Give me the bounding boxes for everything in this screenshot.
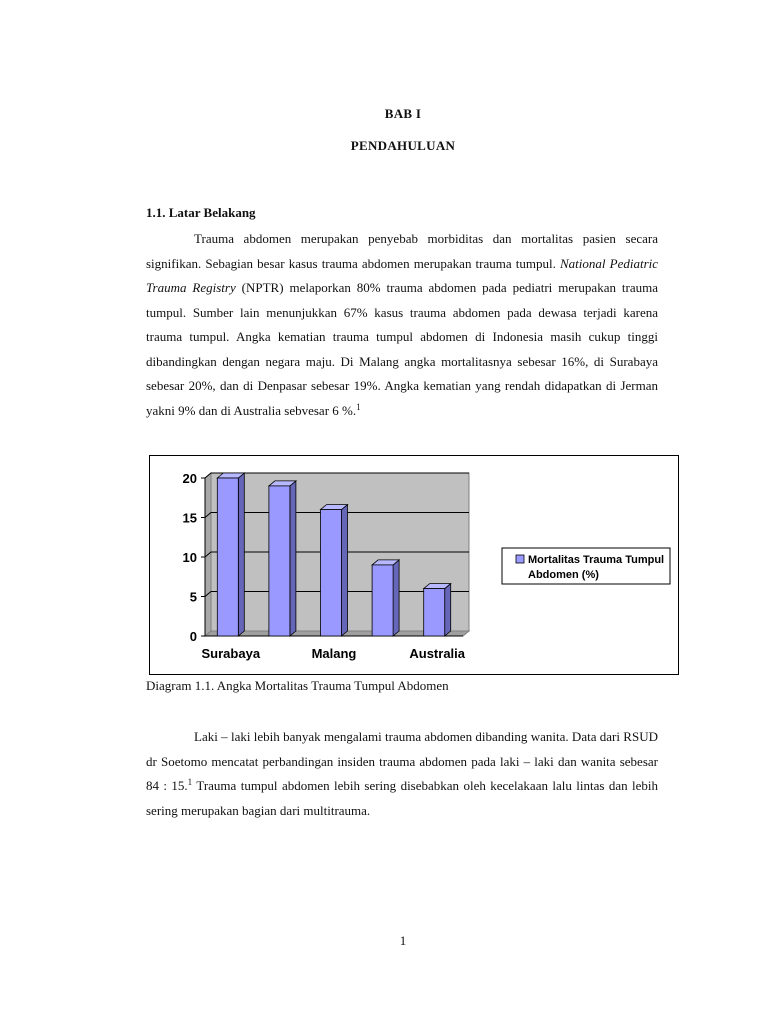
citation-marker: 1 <box>356 401 361 412</box>
page-number: 1 <box>399 933 407 948</box>
bar <box>372 565 393 636</box>
bar-side <box>445 584 451 636</box>
figure-caption: Diagram 1.1. Angka Mortalitas Trauma Tumpul Abdomen <box>146 678 449 693</box>
y-tick-label: 0 <box>189 629 197 644</box>
paragraph-text: Trauma abdomen merupakan penyebab morbiditas dan mortalitas pasien secara signifikan. Sebagian besar kasus trauma abdomen merupakan trauma tumpul. <box>146 231 658 271</box>
chapter-number: BAB I <box>384 106 422 121</box>
bar-side <box>290 481 296 636</box>
paragraph-text: (NPTR) melaporkan 80% trauma abdomen pada pediatri merupakan trauma tumpul. Sumber lain menunjukkan 67% kasus trauma abdomen pada dewasa terjadi karena trauma tumpul. Angka kematian trauma tumpul abdomen di Indonesia masih cukup tinggi dibandingkan dengan negara maju. Di Malang angka mortalitasnya sebesar 16%, di Surabaya sebesar 20%, dan di Denpasar sebesar 19%. Angka kematian yang rendah didapatkan di Jerman yakni 9% dan di Australia sebvesar 6 %. <box>146 280 658 418</box>
bar-chart-svg <box>150 456 678 674</box>
paragraph-text: Trauma tumpul abdomen lebih sering disebabkan oleh kecelakaan lalu lintas dan lebih sering merupakan bagian dari multitrauma. <box>146 778 658 818</box>
y-tick-label: 15 <box>182 510 197 526</box>
bar <box>269 486 290 636</box>
bar-side <box>238 473 244 636</box>
legend-label: Abdomen (%) <box>528 569 599 581</box>
paragraph-incidence <box>146 725 658 823</box>
bar <box>217 478 238 636</box>
chapter-title: PENDAHULUAN <box>350 138 456 153</box>
y-tick-label: 5 <box>189 589 197 605</box>
citation-marker: 1 <box>187 777 193 787</box>
x-tick-label: Surabaya <box>201 646 261 661</box>
organization-name: National Pediatric Trauma Registry <box>146 255 659 295</box>
legend-swatch <box>516 555 524 563</box>
paragraph-text: Laki – laki lebih banyak mengalami trauma abdomen dibanding wanita. Data dari RSUD dr Soetomo mencatat perbandingan insiden trauma abdomen pada laki – laki dan wanita sebesar 84 : 15. <box>146 729 658 793</box>
bar-side <box>393 560 399 636</box>
legend-label: Mortalitas Trauma Tumpul <box>528 554 665 566</box>
bar <box>321 510 342 636</box>
bar <box>424 589 445 636</box>
y-tick-label: 20 <box>182 471 197 486</box>
x-tick-label: Australia <box>409 646 466 661</box>
bar-side <box>342 505 348 636</box>
paragraph-background <box>146 227 658 423</box>
y-tick-label: 10 <box>182 550 197 565</box>
x-tick-label: Malang <box>311 646 357 661</box>
section-title: 1.1. Latar Belakang <box>146 205 256 220</box>
mortality-chart <box>149 455 679 675</box>
